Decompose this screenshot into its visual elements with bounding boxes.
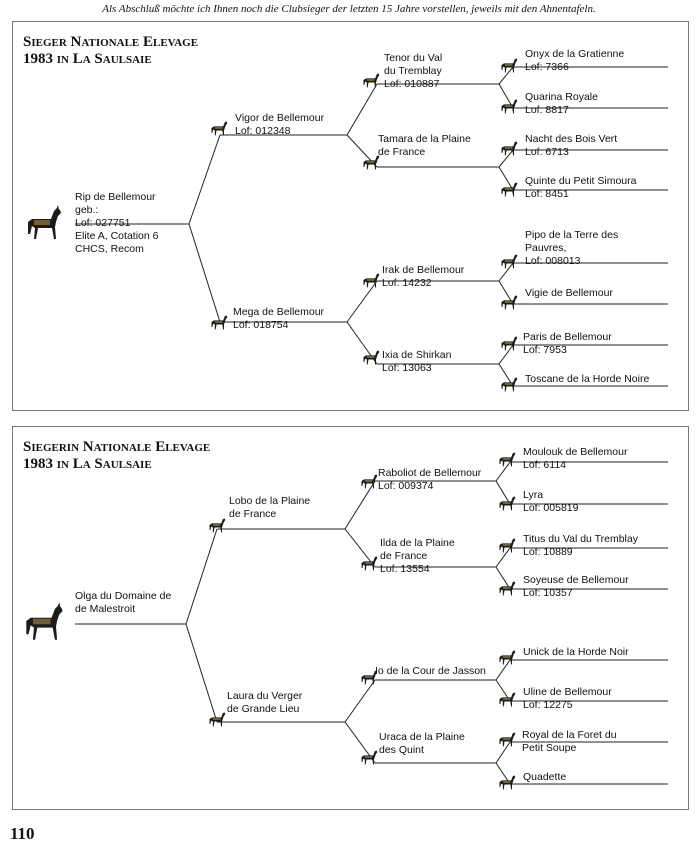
dog-icon: [359, 471, 379, 491]
dog-name: Uline de Bellemour: [523, 686, 612, 698]
dog-icon: [361, 347, 381, 367]
great-grandparent: [525, 133, 617, 159]
dog-icon: [497, 493, 517, 513]
great-grandparent: [525, 48, 624, 74]
page-caption: Als Abschluß möchte ich Ihnen noch die Clubsieger der letzten 15 Jahre vorstellen, jeweils mit den Ahnentafeln.: [102, 3, 596, 15]
dog-name: Titus du Val du Tremblay: [523, 533, 638, 545]
dog-name: Unick de la Horde Noir: [523, 646, 629, 658]
dog-lof: Lof: 009374: [378, 480, 434, 492]
dog-lof: Lof: 012348: [235, 125, 291, 137]
dog-name: de France: [380, 550, 428, 562]
grandparent: [382, 349, 451, 375]
dog-icon: [497, 578, 517, 598]
dog-name: Vigie de Bellemour: [525, 287, 613, 299]
dog-icon: [497, 689, 517, 709]
dog-name: Toscane de la Horde Noire: [525, 373, 650, 385]
dog-icon: [497, 729, 517, 749]
sire: [229, 495, 310, 521]
dog-name: Moulouk de Bellemour: [523, 446, 628, 458]
dog-lof: Lof: 13554: [380, 563, 430, 575]
dog-name: Pauvres,: [525, 242, 567, 254]
pedigree-panel-siegerin: [12, 426, 689, 810]
dog-name: Onyx de la Gratienne: [525, 48, 625, 60]
dog-icon: [499, 333, 519, 353]
great-grandparent: [525, 373, 649, 386]
dog-title: Elite A, Cotation 6: [75, 230, 159, 242]
dog-name: Petit Soupe: [522, 742, 577, 754]
dog-icon: [499, 55, 519, 75]
pedigree-panel-sieger: [12, 21, 689, 411]
title-line-2: 1983 in La Saulsaie: [23, 456, 152, 472]
dog-name: Olga du Domaine de: [75, 590, 172, 602]
dog-lof: Lof: 008013: [525, 255, 581, 267]
dog-name: Io de la Cour de Jasson: [375, 665, 486, 677]
dog-name: Tamara de la Plaine: [378, 133, 471, 145]
dog-icon: [499, 292, 519, 312]
dog-icon: [25, 198, 65, 246]
great-grandparent: [523, 686, 612, 712]
root-dog: [75, 590, 171, 616]
panel-title: [23, 34, 198, 68]
dog-lof: Lof: 10889: [523, 546, 573, 558]
page-number: 110: [10, 824, 35, 843]
dog-name: Ilda de la Plaine: [380, 537, 455, 549]
great-grandparent: [525, 287, 613, 300]
root-dog: [75, 191, 158, 256]
dog-icon: [361, 270, 381, 290]
dog-lof: Lof: 018754: [233, 319, 289, 331]
dog-icon: [497, 772, 517, 792]
dog-name: Irak de Bellemour: [382, 264, 465, 276]
dog-name: Laura du Verger: [227, 690, 303, 702]
grandparent: [382, 264, 464, 290]
dog-icon: [359, 553, 379, 573]
dog-lof: Lof: 8451: [525, 188, 569, 200]
dog-name: Quarina Royale: [525, 91, 598, 103]
dog-name: Vigor de Bellemour: [235, 112, 325, 124]
dog-name: Paris de Bellemour: [523, 331, 612, 343]
dog-icon: [499, 374, 519, 394]
dog-name: Nacht des Bois Vert: [525, 133, 618, 145]
dog-name: Royal de la Foret du: [522, 729, 617, 741]
great-grandparent: [523, 533, 638, 559]
dam: [227, 690, 302, 716]
dog-lof: Lof: 6713: [525, 146, 569, 158]
dog-name: de France: [378, 146, 426, 158]
dog-lof: Lof: 6114: [523, 459, 567, 471]
dog-name: de France: [229, 508, 277, 520]
dog-icon: [207, 515, 227, 535]
great-grandparent: [523, 331, 612, 357]
dog-icon: [499, 138, 519, 158]
dog-lof: Lof: 7366: [525, 61, 569, 73]
dog-lof: Lof: 14232: [382, 277, 432, 289]
dog-name: Uraca de la Plaine: [379, 731, 465, 743]
dog-icon: [23, 597, 67, 645]
dog-lof: Lof: 10357: [523, 587, 573, 599]
sire: [235, 112, 324, 138]
grandparent: [378, 467, 481, 493]
grandparent: [379, 731, 465, 757]
dog-name: Rip de Bellemour: [75, 191, 156, 203]
grandparent: [380, 537, 455, 576]
great-grandparent: [525, 175, 636, 201]
dog-name: du Tremblay: [384, 65, 442, 77]
great-grandparent: [523, 446, 627, 472]
dog-name: Quinte du Petit Simoura: [525, 175, 637, 187]
dog-name: Lyra: [523, 489, 544, 501]
dog-name: Mega de Bellemour: [233, 306, 325, 318]
dog-title: CHCS, Recom: [75, 243, 144, 255]
great-grandparent: [523, 646, 629, 659]
title-line-2: 1983 in La Saulsaie: [23, 51, 152, 67]
great-grandparent: [525, 91, 598, 117]
dog-icon: [359, 747, 379, 767]
dog-lof: Lof: 13063: [382, 362, 432, 374]
dog-name: Tenor du Val: [384, 52, 443, 64]
dog-name: des Quint: [379, 744, 424, 756]
grandparent: [384, 52, 442, 91]
dog-born: geb.:: [75, 204, 99, 216]
dog-icon: [499, 179, 519, 199]
grandparent: [375, 665, 486, 678]
great-grandparent: [523, 771, 566, 784]
dog-icon: [497, 449, 517, 469]
dog-lof: Lof: 005819: [523, 502, 579, 514]
panel-title: [23, 439, 210, 473]
dog-lof: Lof: 12275: [523, 699, 573, 711]
great-grandparent: [522, 729, 617, 755]
great-grandparent: [525, 229, 618, 268]
dog-name: de Malestroit: [75, 603, 136, 615]
dog-icon: [361, 70, 381, 90]
dog-icon: [499, 251, 519, 271]
dog-icon: [497, 647, 517, 667]
title-line-1: Siegerin Nationale Elevage: [23, 439, 211, 455]
dog-name: Quadette: [523, 771, 567, 783]
dog-name: Soyeuse de Bellemour: [523, 574, 629, 586]
dog-lof: Lof: 7953: [523, 344, 567, 356]
dog-lof: Lof: 027751: [75, 217, 131, 229]
title-line-1: Sieger Nationale Elevage: [23, 34, 199, 50]
great-grandparent: [523, 574, 629, 600]
dog-name: Ixia de Shirkan: [382, 349, 452, 361]
dog-lof: Lof: 010887: [384, 78, 440, 90]
dog-icon: [209, 118, 229, 138]
grandparent: [378, 133, 471, 159]
dog-icon: [207, 709, 227, 729]
dog-name: Lobo de la Plaine: [229, 495, 311, 507]
dog-name: de Grande Lieu: [227, 703, 300, 715]
great-grandparent: [523, 489, 578, 515]
dog-icon: [499, 96, 519, 116]
dog-lof: Lof: 8817: [525, 104, 569, 116]
dam: [233, 306, 324, 332]
dog-name: Raboliot de Bellemour: [378, 467, 482, 479]
dog-name: Pipo de la Terre des: [525, 229, 619, 241]
dog-icon: [497, 535, 517, 555]
dog-icon: [209, 312, 229, 332]
